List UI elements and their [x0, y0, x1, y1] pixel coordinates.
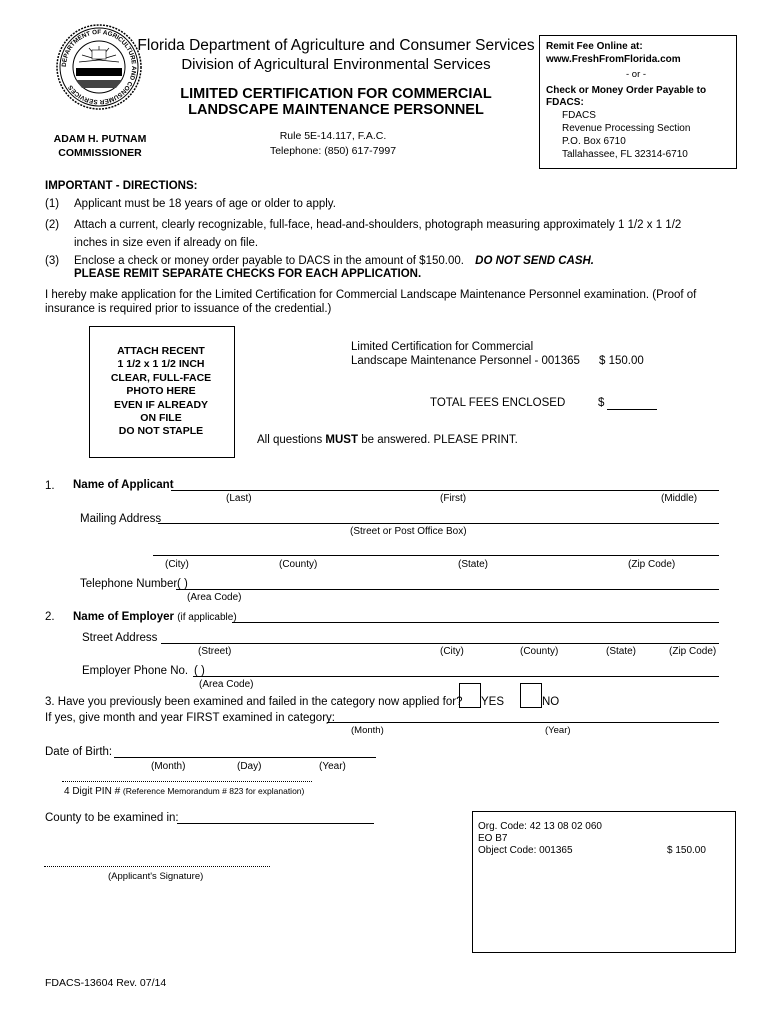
pin-note: (Reference Memorandum # 823 for explanation): [122, 786, 305, 796]
photo-instruction-line: PHOTO HERE: [126, 385, 196, 398]
employer-phone-label: Employer Phone No.: [82, 665, 189, 677]
first-name-caption: (First): [440, 493, 467, 504]
department-name: Florida Department of Agriculture and Consumer Services: [137, 37, 535, 54]
application-statement-cont: insurance is required prior to issuance of the credential.): [45, 303, 332, 315]
employer-county-caption: (County): [520, 646, 559, 657]
do-not-send-cash: DO NOT SEND CASH.: [475, 255, 594, 267]
form-title-line2: LANDSCAPE MAINTENANCE PERSONNEL: [188, 102, 484, 118]
application-statement: I hereby make application for the Limited Certification for Commercial Landscape Maintenance Personnel examination. (Proof of: [45, 289, 697, 301]
mailing-address-input[interactable]: [158, 523, 719, 524]
answer-instructions-post: be answered. PLEASE PRINT.: [361, 434, 518, 446]
pin-label-group: [64, 786, 304, 797]
dob-year-caption: (Year): [319, 761, 346, 772]
last-name-caption: (Last): [226, 493, 252, 504]
object-code: Object Code: 001365: [478, 845, 573, 856]
telephone-number: Telephone: (850) 617-7997: [269, 145, 397, 157]
telephone-input[interactable]: [176, 589, 719, 590]
dob-label: Date of Birth:: [45, 746, 113, 758]
mailing-address-label: Mailing Address: [80, 513, 162, 525]
direction-3-text: [74, 255, 594, 267]
employer-phone-area-paren: ( ): [194, 665, 205, 677]
answer-instructions: [257, 434, 518, 446]
dob-day-caption: (Day): [237, 761, 262, 772]
yes-checkbox[interactable]: [459, 683, 481, 708]
photo-box-instructions: [89, 345, 233, 439]
direction-3-number: (3): [45, 255, 60, 267]
no-checkbox[interactable]: [520, 683, 542, 708]
direction-1-number: (1): [45, 198, 60, 210]
zip-caption: (Zip Code): [628, 559, 676, 570]
city-caption: (City): [165, 559, 189, 570]
direction-2-text-cont: inches in size even if already on file.: [74, 237, 259, 249]
direction-2-number: (2): [45, 219, 60, 231]
no-label: NO: [542, 696, 560, 708]
dob-input[interactable]: [114, 757, 376, 758]
remit-address-line3: P.O. Box 6710: [562, 136, 626, 147]
total-fees-label: TOTAL FEES ENCLOSED: [430, 397, 566, 409]
employer-street-caption: (Street): [198, 646, 232, 657]
photo-instruction-line: ATTACH RECENT: [117, 345, 205, 357]
q3-followup: If yes, give month and year FIRST examined in category:: [45, 712, 335, 724]
dob-month-caption: (Month): [151, 761, 186, 772]
rule-reference: Rule 5E-14.117, F.A.C.: [279, 130, 387, 142]
photo-instruction-line: ON FILE: [140, 412, 182, 425]
employer-name-label: Name of Employer: [73, 611, 174, 623]
remit-address-line2: Revenue Processing Section: [562, 123, 691, 134]
area-code-caption: (Area Code): [187, 592, 242, 603]
office-use-box: [472, 811, 736, 953]
employer-name-input[interactable]: [232, 622, 719, 623]
total-fees-input[interactable]: [607, 409, 657, 410]
org-code: Org. Code: 42 13 08 02 060: [478, 821, 602, 832]
total-fees-dollar: $: [598, 397, 605, 409]
applicant-name-label: Name of Applicant: [73, 479, 174, 491]
telephone-area-code-paren: ( ): [177, 578, 188, 590]
direction-2-text: Attach a current, clearly recognizable, full-face, head-and-shoulders, photograph measuring approximately 1 1/2 x 1 1/2: [74, 219, 682, 231]
photo-instruction-line: 1 1/2 x 1 1/2 INCH: [117, 358, 205, 371]
division-name: Division of Agricultural Environmental Services: [181, 56, 491, 73]
direction-3-fee-text: Enclose a check or money order payable to DACS in the amount of $150.00.: [74, 255, 464, 267]
first-examined-input[interactable]: [327, 722, 719, 723]
county-caption: (County): [279, 559, 318, 570]
applicant-name-input[interactable]: [171, 490, 719, 491]
q2-number: 2.: [45, 611, 55, 623]
remit-address-line4: Tallahassee, FL 32314-6710: [562, 149, 688, 160]
form-number: FDACS-13604 Rev. 07/14: [45, 977, 167, 989]
answer-instructions-pre: All questions: [257, 434, 323, 446]
remit-online-label: Remit Fee Online at:: [546, 41, 643, 52]
department-seal: [56, 24, 142, 110]
remit-check-payee: FDACS:: [546, 97, 584, 108]
street-po-caption: (Street or Post Office Box): [350, 526, 467, 537]
direction-1-text: Applicant must be 18 years of age or older to apply.: [74, 198, 336, 210]
employer-street-label: Street Address: [82, 632, 158, 644]
photo-instruction-line: EVEN IF ALREADY: [113, 398, 209, 411]
eo-code: EO B7: [478, 833, 508, 844]
county-exam-input[interactable]: [177, 823, 374, 824]
employer-name-label-group: [73, 611, 237, 623]
cert-fee-label-line1: Limited Certification for Commercial: [351, 341, 534, 353]
pin-input[interactable]: [62, 781, 312, 782]
svg-text:DEPARTMENT OF AGRICULTURE AND: [61, 29, 137, 105]
direction-3-separate-checks: PLEASE REMIT SEPARATE CHECKS FOR EACH APPLICATION.: [74, 268, 422, 280]
seal-text: DEPARTMENT OF AGRICULTURE AND CONSUMER SERVICES: [60, 28, 138, 106]
directions-heading: IMPORTANT - DIRECTIONS:: [45, 180, 198, 192]
employer-name-note: (if applicable): [177, 612, 237, 623]
remit-address-line1: FDACS: [562, 110, 596, 121]
remit-check-label: Check or Money Order Payable to: [546, 85, 707, 96]
photo-instruction-line: DO NOT STAPLE: [118, 425, 204, 438]
answer-instructions-must: MUST: [325, 434, 359, 446]
remit-url[interactable]: www.FreshFromFlorida.com: [546, 54, 681, 65]
cert-fee-amount: $ 150.00: [599, 355, 644, 367]
form-title-line1: LIMITED CERTIFICATION FOR COMMERCIAL: [180, 86, 492, 102]
q3-question: 3. Have you previously been examined and failed in the category now applied for?: [45, 696, 463, 708]
employer-area-code-caption: (Area Code): [199, 679, 254, 690]
employer-state-caption: (State): [606, 646, 637, 657]
office-amount: $ 150.00: [667, 845, 706, 856]
pin-label: 4 Digit PIN #: [64, 786, 121, 797]
signature-caption: (Applicant's Signature): [108, 871, 204, 882]
telephone-label: Telephone Number: [80, 578, 178, 590]
employer-phone-input[interactable]: [193, 676, 719, 677]
city-county-state-zip-input[interactable]: [153, 555, 719, 556]
remit-or: - or -: [626, 69, 647, 80]
first-examined-month-caption: (Month): [351, 725, 384, 736]
photo-instruction-line: CLEAR, FULL-FACE: [110, 371, 212, 384]
commissioner-title: COMMISSIONER: [58, 147, 142, 159]
employer-street-input[interactable]: [161, 643, 719, 644]
first-examined-year-caption: (Year): [545, 725, 571, 736]
yes-label: YES: [481, 696, 505, 708]
employer-zip-caption: (Zip Code): [669, 646, 717, 657]
cert-fee-label-line2: Landscape Maintenance Personnel - 001365: [351, 355, 580, 367]
signature-input[interactable]: [44, 866, 270, 867]
county-exam-label: County to be examined in:: [45, 812, 179, 824]
q1-number: 1.: [45, 480, 55, 492]
middle-name-caption: (Middle): [661, 493, 698, 504]
commissioner-name: ADAM H. PUTNAM: [53, 133, 147, 145]
state-caption: (State): [458, 559, 489, 570]
employer-city-caption: (City): [440, 646, 464, 657]
